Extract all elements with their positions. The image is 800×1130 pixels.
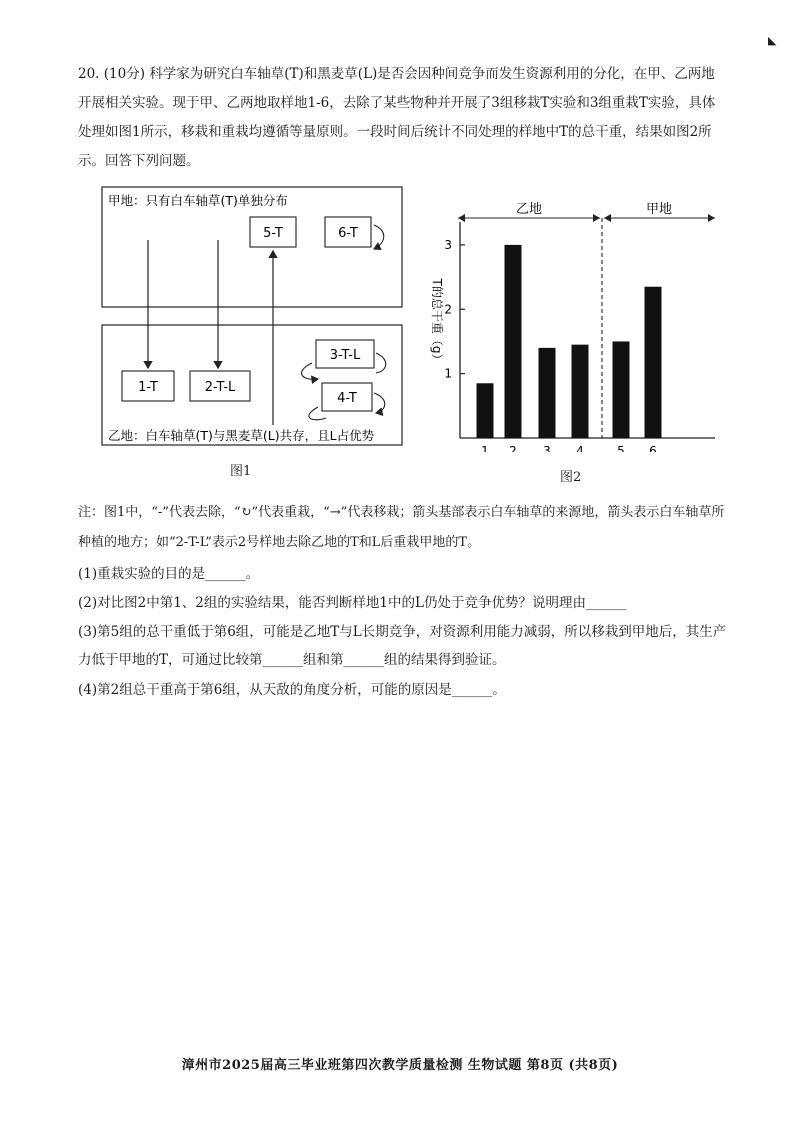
x-tick-label: 2	[509, 444, 517, 452]
box-5-T-label: 5-T	[263, 226, 283, 241]
x-tick-label: 6	[649, 444, 657, 452]
figure-2-chart	[425, 192, 725, 452]
box-1-T-label: 1-T	[138, 380, 158, 395]
bar	[645, 287, 662, 438]
box-4-T-label: 4-T	[337, 391, 357, 406]
question-intro: 20. (10分) 科学家为研究白车轴草(T)和黑麦草(L)是否会因种间竞争而发生资源利用的分化，在甲、乙两地开展相关实验。现于甲、乙两地取样地1-6，去除了某些物种并开展了3组移栽T实验和3组重栽T实验，具体处理如图1所示，移栽和重栽均遵循等量原则。一段时间后统计不同处理的样地中T的总干重，结果如图2所示。回答下列问题。	[78, 66, 716, 169]
bar	[572, 345, 589, 438]
region-arrow-jia-head-left	[604, 214, 611, 222]
y-tick-label: 2	[444, 302, 452, 317]
question-4: (4)第2组总干重高于第6组，从天敌的角度分析，可能的原因是______。	[78, 682, 506, 698]
figure-1-diagram	[100, 185, 405, 450]
region-arrow-yi-head-right	[593, 214, 600, 222]
bar	[505, 245, 522, 438]
region-yi-label: 乙地：白车轴草(T)与黑麦草(L)共存，且L占优势	[108, 428, 375, 443]
x-tick-label: 5	[617, 444, 625, 452]
question-3: (3)第5组的总干重低于第6组，可能是乙地T与L长期竞争，对资源利用能力减弱，所以移栽到甲地后，其生产力低于甲地的T，可通过比较第______组和第______组的结果得到验证。	[78, 624, 727, 668]
y-tick-label: 3	[444, 237, 452, 252]
box-6-T-label: 6-T	[338, 226, 358, 241]
replant-loop-4-right	[374, 393, 385, 413]
bar	[613, 341, 630, 438]
region-label-jia: 甲地	[645, 202, 673, 217]
figure-note: 注：图1中，“-”代表去除，“↻”代表重栽，“→”代表移栽；箭头基部表示白车轴草的来源地，箭头表示白车轴草所种植的地方；如“2-T-L”表示2号样地去除乙地的T和L后重栽甲地的T。	[78, 505, 725, 550]
corner-mark-top: ◣	[768, 34, 777, 47]
region-jia-label: 甲地：只有白车轴草(T)单独分布	[108, 193, 288, 208]
region-arrow-yi-head-left	[458, 214, 465, 222]
page-footer: 漳州市2025届高三毕业班第四次教学质量检测 生物试题 第8页 (共8页)	[181, 1058, 619, 1073]
replant-loop-6	[374, 225, 384, 249]
bar	[539, 348, 556, 438]
question-1: (1)重栽实验的目的是______。	[78, 566, 260, 582]
figure-2	[425, 192, 725, 452]
region-label-yi: 乙地	[515, 202, 543, 217]
x-tick-label: 4	[576, 444, 584, 452]
box-2-T-L-label: 2-T-L	[204, 380, 236, 395]
question-2: (2)对比图2中第1、2组的实验结果，能否判断样地1中的L仍处于竞争优势？说明理由______	[78, 595, 627, 611]
figure-2-caption: 图2	[560, 470, 582, 485]
x-tick-label: 1	[481, 444, 489, 452]
box-3-T-L-label: 3-T-L	[329, 348, 361, 363]
replant-loop-3-right	[376, 353, 386, 373]
x-tick-label: 3	[543, 444, 551, 452]
bar	[477, 383, 494, 438]
figure-1	[100, 185, 405, 450]
figure-1-caption: 图1	[230, 464, 252, 479]
region-arrow-jia-head-right	[708, 214, 715, 222]
y-tick-label: 1	[444, 366, 452, 381]
y-axis-label: T的总干重（g）	[430, 278, 444, 366]
